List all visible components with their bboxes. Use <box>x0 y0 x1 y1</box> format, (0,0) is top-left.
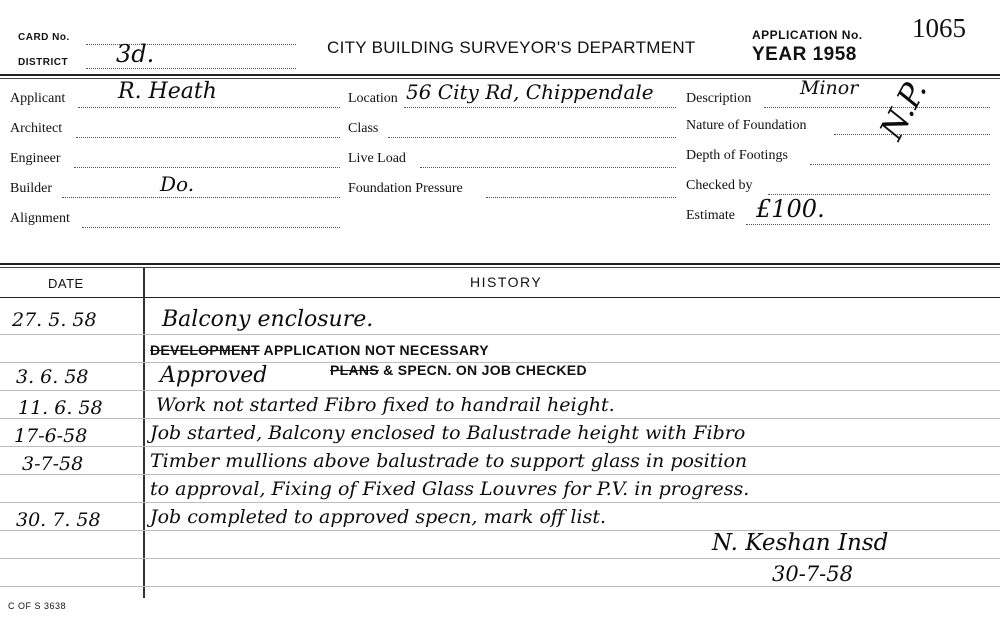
entry-text: Job completed to approved specn, mark off list. <box>150 506 606 528</box>
applicant-value: R. Heath <box>118 79 217 104</box>
applicant-label: Applicant <box>10 91 66 106</box>
application-no: 1065 <box>912 13 966 43</box>
inspector-signature: N. Keshan Insd <box>712 530 889 556</box>
builder-dots <box>62 197 340 198</box>
history-header: HISTORY <box>470 274 543 290</box>
entry-date: 30. 7. 58 <box>16 509 101 531</box>
entry-text: Work not started Fibro fixed to handrail height. <box>156 394 615 416</box>
ruled-line <box>0 334 1000 335</box>
plans-stamp <box>330 362 587 378</box>
ruled-line <box>0 390 1000 391</box>
architect-label: Architect <box>10 121 63 136</box>
alignment-label: Alignment <box>10 211 70 226</box>
np-mark: N.P. <box>872 73 935 146</box>
builder-value: Do. <box>160 172 195 196</box>
history-top-rule <box>0 263 1000 265</box>
year-label: YEAR 1958 <box>752 44 857 65</box>
stamp-text: & SPECN. ON JOB CHECKED <box>378 362 587 378</box>
entry-date: 27. 5. 58 <box>12 309 97 331</box>
nature-of-foundation-label: Nature of Foundation <box>686 118 807 133</box>
history-header-rule <box>0 297 1000 298</box>
district-dots <box>86 68 296 69</box>
entry-date: 3-7-58 <box>22 453 84 475</box>
depth-of-footings-label: Depth of Footings <box>686 148 788 163</box>
entry-date: 17-6-58 <box>14 425 88 447</box>
ruled-line <box>0 586 1000 587</box>
nature-of-foundation-dots <box>834 134 990 135</box>
architect-dots <box>76 137 340 138</box>
signature-date: 30-7-58 <box>772 562 853 586</box>
ruled-line <box>0 446 1000 447</box>
foundation-pressure-dots <box>486 197 676 198</box>
foundation-pressure-label: Foundation Pressure <box>348 181 463 196</box>
description-label: Description <box>686 91 752 106</box>
card-no-label: CARD No. <box>18 32 70 43</box>
class-dots <box>388 137 676 138</box>
entry-date: 3. 6. 58 <box>16 366 89 388</box>
date-header: DATE <box>48 276 84 291</box>
location-dots <box>404 107 676 108</box>
application-no-label: APPLICATION No. <box>752 28 863 42</box>
ruled-line <box>0 558 1000 559</box>
entry-text: Job started, Balcony enclosed to Balustrade height with Fibro <box>150 422 746 444</box>
ruled-line <box>0 474 1000 475</box>
ruled-line <box>0 502 1000 503</box>
checked-by-label: Checked by <box>686 178 753 193</box>
date-column-divider <box>143 268 145 598</box>
entry-text: to approval, Fixing of Fixed Glass Louvres for P.V. in progress. <box>150 478 750 500</box>
entry-text: Timber mullions above balustrade to support glass in position <box>150 450 748 472</box>
estimate-dots <box>746 224 990 225</box>
location-value: 56 City Rd, Chippendale <box>406 80 654 104</box>
department-title: CITY BUILDING SURVEYOR'S DEPARTMENT <box>327 38 696 57</box>
description-value: Minor <box>800 77 859 99</box>
live-load-label: Live Load <box>348 151 406 166</box>
estimate-value: £100. <box>756 195 825 223</box>
entry-text: Approved <box>160 363 268 388</box>
engineer-dots <box>74 167 340 168</box>
estimate-label: Estimate <box>686 208 735 223</box>
entry-date: 11. 6. 58 <box>18 397 103 419</box>
builder-label: Builder <box>10 181 52 196</box>
history-top-rule-thin <box>0 267 1000 268</box>
location-label: Location <box>348 91 398 106</box>
live-load-dots <box>420 167 676 168</box>
header-rule <box>0 74 1000 76</box>
ruled-line <box>0 418 1000 419</box>
district-label: DISTRICT <box>18 57 69 68</box>
entry-text: Balcony enclosure. <box>162 307 374 332</box>
stamp-text: APPLICATION NOT NECESSARY <box>259 342 489 358</box>
alignment-dots <box>82 227 340 228</box>
applicant-dots <box>78 107 340 108</box>
description-dots <box>764 107 990 108</box>
engineer-label: Engineer <box>10 151 61 166</box>
form-code: C OF S 3638 <box>8 601 67 611</box>
class-label: Class <box>348 121 379 136</box>
stamp-prefix: DEVELOPMENT <box>150 342 260 358</box>
depth-of-footings-dots <box>810 164 990 165</box>
development-stamp <box>150 342 489 358</box>
stamp-struck: PLANS <box>330 362 379 378</box>
district-value: 3d. <box>116 40 155 68</box>
